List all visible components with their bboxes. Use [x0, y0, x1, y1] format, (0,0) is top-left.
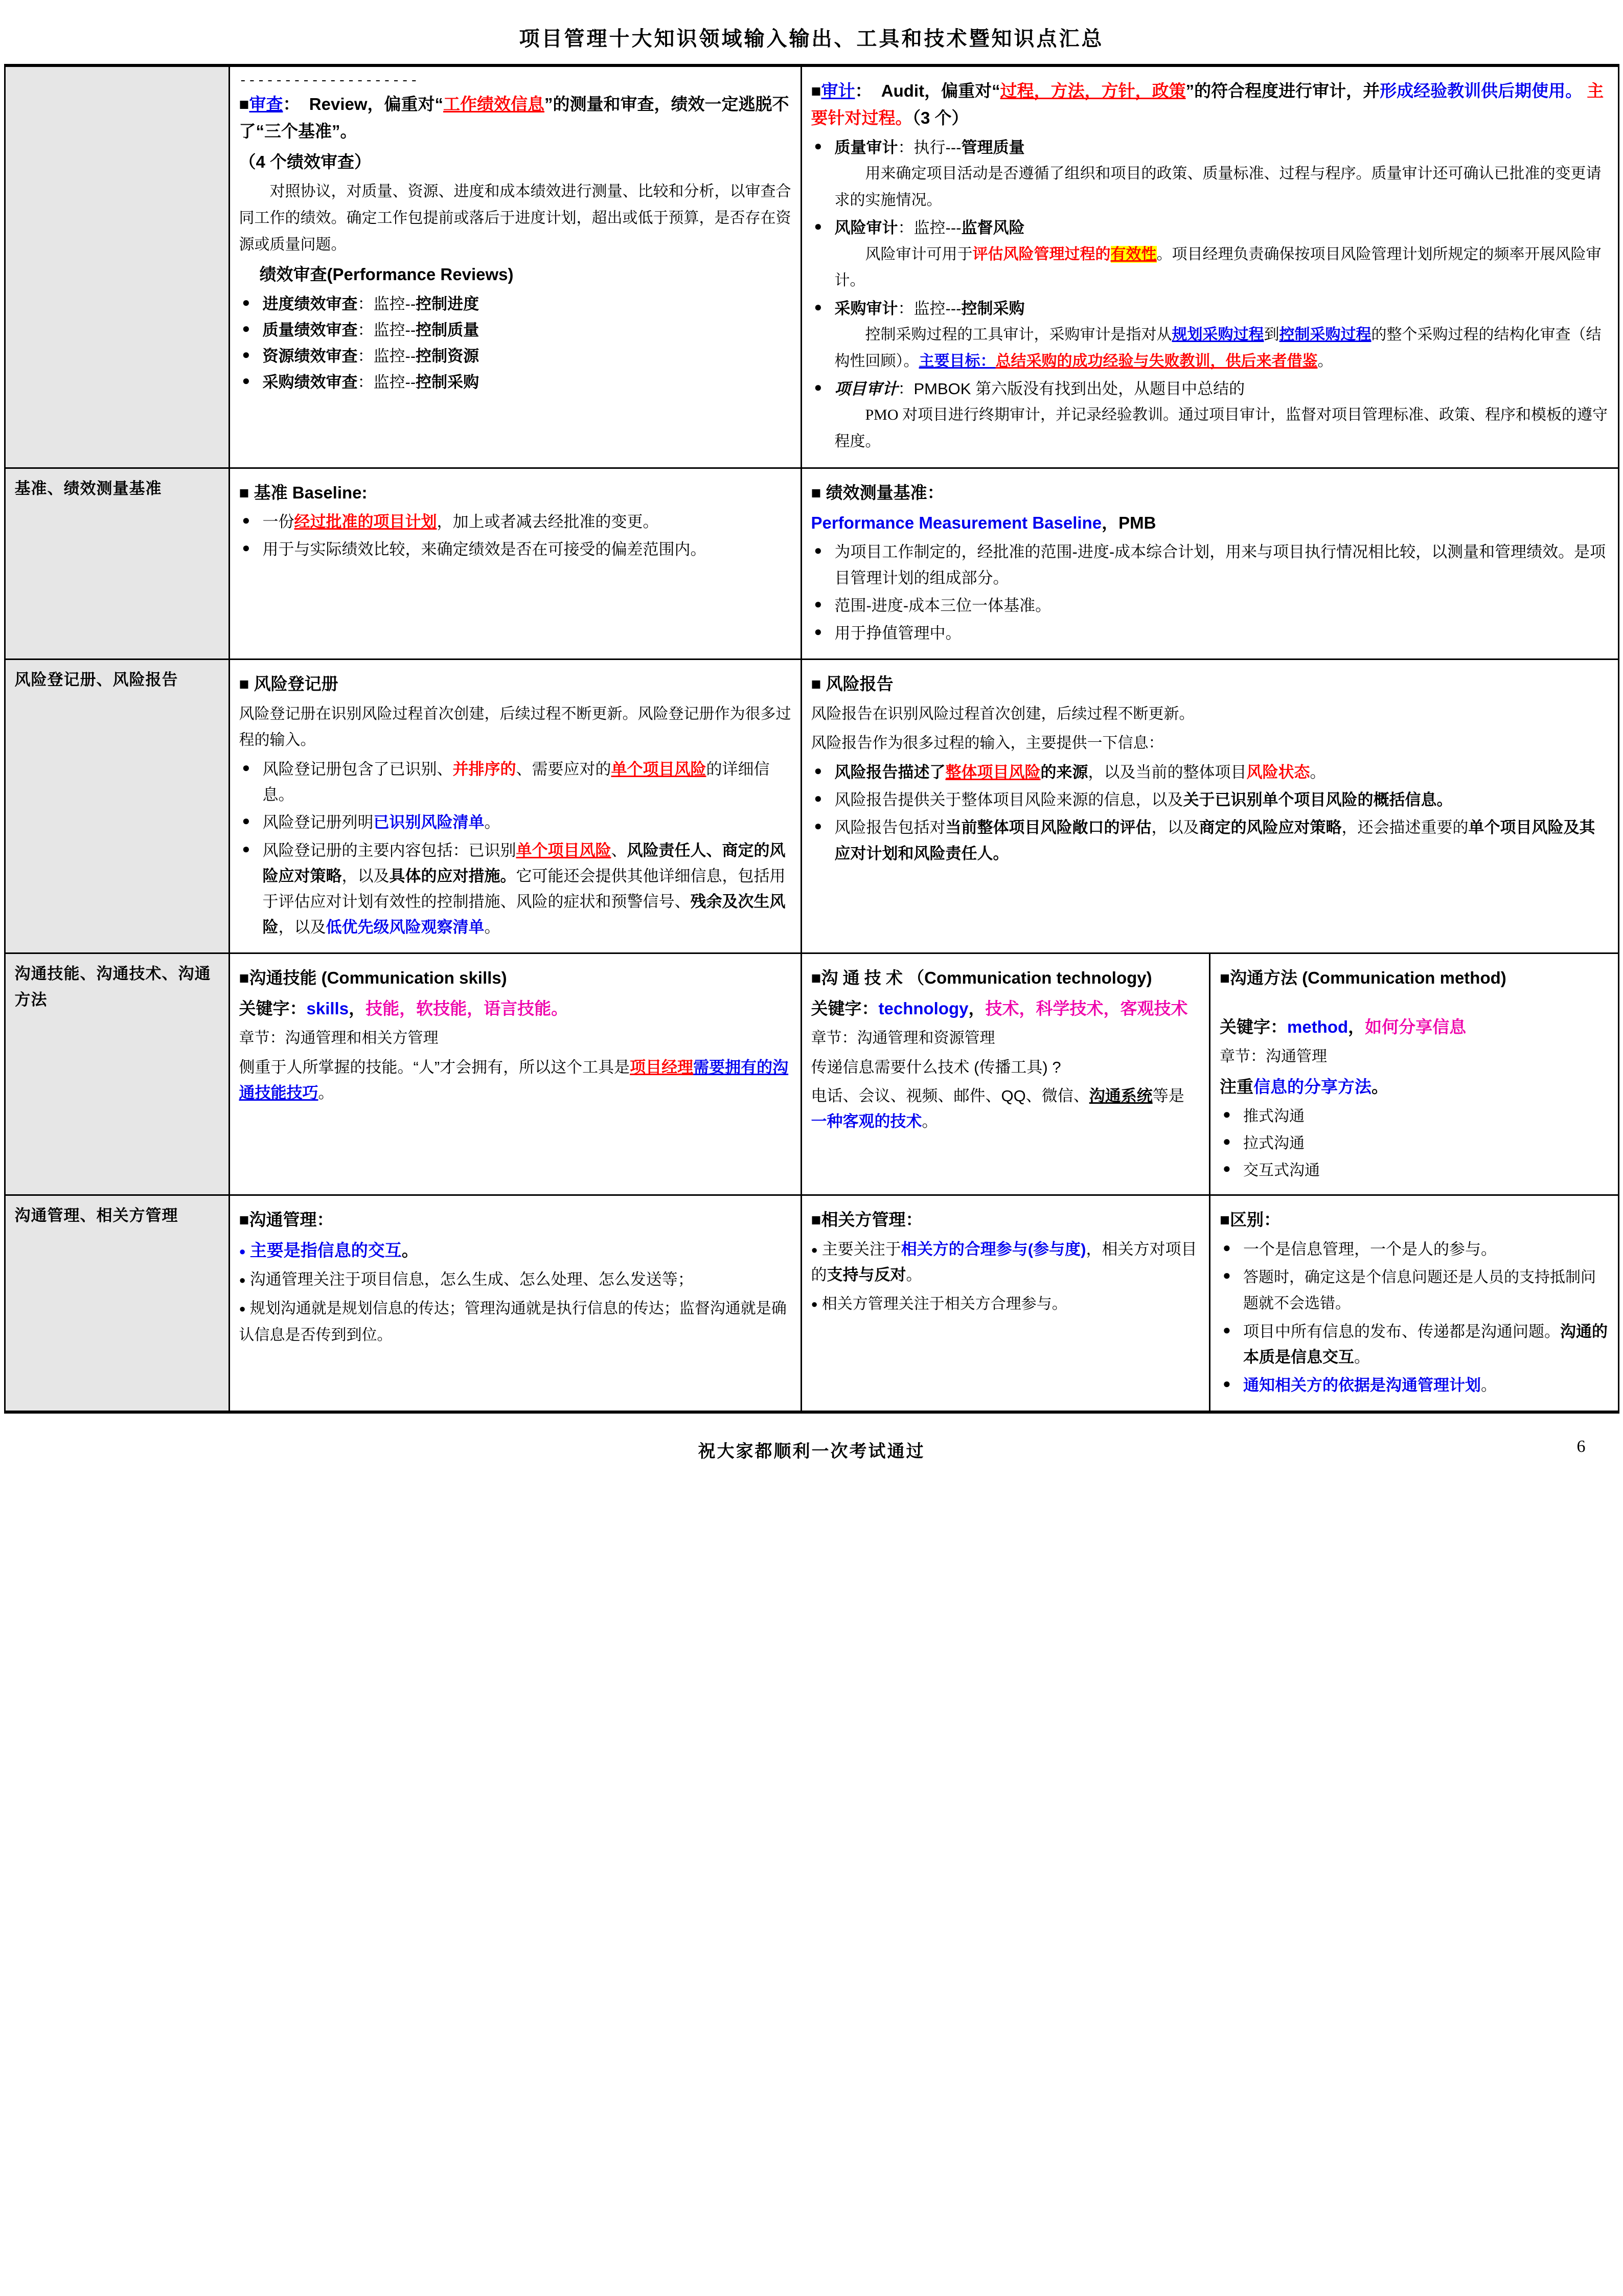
communication-skills-keywords: 关键字：skills，技能，软技能，语言技能。: [239, 998, 568, 1018]
communication-management-point-2: ● 沟通管理关注于项目信息，怎么生成、怎么处理、怎么发送等；: [239, 1267, 791, 1292]
list-item: ● 一份经过批准的项目计划，加上或者减去经批准的变更。: [239, 509, 791, 535]
cell-risk-report: [801, 660, 1618, 953]
list-item: ● 采购绩效审查：监控--控制采购: [239, 370, 791, 395]
spacer: [1220, 995, 1609, 1010]
table-row: [5, 65, 1618, 468]
list-item: ● 风险登记册的主要内容包括：已识别单个项目风险、风险责任人、商定的风险应对策略，以及具体的应对措施。它可能还会提供其他详细信息，包括用于评估应对计划有效性的控制措施、风险的症状和预警信号、残余及次生风险，以及低优先级风险观察清单。: [239, 838, 791, 941]
risk-audit-body: 风险审计可用于评估风险管理过程的有效性。项目经理负责确保按项目风险管理计划所规定的频率开展风险审计。: [834, 245, 1602, 289]
baseline-list: [239, 509, 791, 562]
pmb-title: ■ 绩效测量基准：: [811, 483, 944, 502]
communication-method-keywords: 关键字：method，如何分享信息: [1220, 1017, 1467, 1036]
risk-register-list: [239, 757, 791, 941]
communication-method-chapter: 章节：沟通管理: [1220, 1048, 1327, 1065]
square-marker-icon: ■: [239, 968, 249, 988]
list-item: ● 交互式沟通: [1220, 1157, 1609, 1184]
audit-type-list: [811, 135, 1609, 455]
list-item: ● 采购审计：监控---控制采购 控制采购过程的工具审计，采购审计是指对从规划采购过程到控制采购过程的整个采购过程的结构化审查（结构性回顾）。主要目标：总结采购的成功经验与失败教训，供后来者借鉴。: [811, 296, 1609, 374]
audit-title: ■审计： Audit，偏重对“过程，方法，方针，政策”的符合程度进行审计，并形成经验教训供后期使用。 主要针对过程。（3 个）: [811, 81, 1604, 128]
risk-report-list: [811, 760, 1609, 867]
performance-reviews-heading: 绩效审查(Performance Reviews): [259, 265, 514, 284]
list-item: ● 用于挣值管理中。: [811, 621, 1609, 646]
cell-pmb: [801, 468, 1618, 660]
risk-register-intro: 风险登记册在识别风险过程首次创建，后续过程不断更新。风险登记册作为很多过程的输入。: [239, 705, 791, 749]
cell-communication-skills: [229, 953, 801, 1195]
communication-management-point-1: ● 主要是指信息的交互。: [239, 1237, 791, 1264]
row-label-empty: [5, 65, 229, 468]
performance-review-list: [239, 291, 791, 396]
communication-skills-body: 侧重于人所掌握的技能。“人”才会拥有，所以这个工具是项目经理需要拥有的沟通技能技巧。: [239, 1058, 789, 1102]
square-marker-icon: ■: [239, 483, 249, 502]
cell-communication-management: [229, 1195, 801, 1412]
cell-communication-method: [1210, 953, 1619, 1195]
review-count-note: （4 个绩效审查）: [239, 152, 372, 171]
square-marker-icon: ■: [811, 674, 821, 694]
difference-list: [1220, 1237, 1609, 1398]
table-row: [5, 468, 1618, 660]
square-marker-icon: ■: [239, 1210, 249, 1230]
square-marker-icon: ■: [1220, 1210, 1230, 1230]
list-item: ● 项目审计：PMBOK 第六版没有找到出处，从题目中总结的 PMO 对项目进行终期审计，并记录经验教训。通过项目审计，监督对项目管理标准、政策、程序和模板的遵守程度。: [811, 376, 1609, 454]
communication-management-point-3: ● 规划沟通就是规划信息的传达；管理沟通就是执行信息的传达；监督沟通就是确认信息是否传到到位。: [239, 1295, 791, 1348]
page-number: 6: [1576, 1437, 1586, 1456]
communication-technology-question: 传递信息需要什么技术 (传播工具) ?: [811, 1058, 1061, 1076]
communication-method-title: ■沟通方法 (Communication method): [1220, 968, 1506, 988]
page-title: 项目管理十大知识领域输入输出、工具和技术暨知识点汇总: [519, 27, 1104, 50]
list-item: ● 答题时，确定这是个信息问题还是人员的支持抵制问题就不会选错。: [1220, 1264, 1609, 1317]
review-title: ■审查： Review，偏重对“工作绩效信息”的测量和审查，绩效一定逃脱不了“三个基准”。: [239, 95, 789, 141]
list-item: ● 拉式沟通: [1220, 1130, 1609, 1157]
communication-skills-title: ■沟通技能 (Communication skills): [239, 968, 507, 988]
list-item: ● 风险报告描述了整体项目风险的来源，以及当前的整体项目风险状态。: [811, 760, 1609, 785]
row-label-communication-management: 沟通管理、相关方管理: [5, 1195, 229, 1412]
footer-message: 祝大家都顺利一次考试通过: [698, 1442, 925, 1461]
table-row: [5, 953, 1618, 1195]
square-marker-icon: ■: [1220, 968, 1230, 988]
square-marker-icon: ■: [811, 1210, 821, 1230]
pmb-list: [811, 539, 1609, 646]
communication-method-list: [1220, 1103, 1609, 1184]
list-item: ● 一个是信息管理，一个是人的参与。: [1220, 1237, 1609, 1262]
communication-technology-title: ■沟 通 技 术 （Communication technology): [811, 968, 1152, 988]
row-label-communication-tools: 沟通技能、沟通技术、沟通方法: [5, 953, 229, 1195]
risk-report-intro-2: 风险报告作为很多过程的输入，主要提供一下信息：: [811, 735, 1164, 752]
communication-technology-body: 电话、会议、视频、邮件、QQ、微信、沟通系统等是一种客观的技术。: [811, 1087, 1184, 1131]
risk-report-title: ■ 风险报告: [811, 674, 894, 694]
highlighted-term: 有效性: [1110, 245, 1157, 263]
stakeholder-management-point-1: ● 主要关注于相关方的合理参与(参与度)，相关方对项目的支持与反对。: [811, 1237, 1200, 1288]
square-marker-icon: ■: [811, 968, 821, 988]
list-item: ● 进度绩效审查：监控--控制进度: [239, 291, 791, 317]
cell-communication-technology: [801, 953, 1210, 1195]
stakeholder-management-title: ■相关方管理：: [811, 1210, 923, 1230]
list-item: ● 项目中所有信息的发布、传递都是沟通问题。沟通的本质是信息交互。: [1220, 1319, 1609, 1370]
page-footer: [35, 1414, 1589, 1462]
list-item: ● 风险报告包括对当前整体项目风险敞口的评估，以及商定的风险应对策略，还会描述重要的单个项目风险及其应对计划和风险责任人。: [811, 815, 1609, 866]
project-audit-body: PMO 对项目进行终期审计，并记录经验教训。通过项目审计，监督对项目管理标准、政策、程序和模板的遵守程度。: [834, 406, 1608, 450]
list-item: ● 范围-进度-成本三位一体基准。: [811, 593, 1609, 619]
list-item: ● 质量绩效审查：监控--控制质量: [239, 317, 791, 343]
table-row: [5, 660, 1618, 953]
baseline-title: ■ 基准 Baseline:: [239, 483, 368, 502]
list-item: ● 推式沟通: [1220, 1103, 1609, 1130]
cell-difference: [1210, 1195, 1619, 1412]
row-label-risk: 风险登记册、风险报告: [5, 660, 229, 953]
cell-review: [229, 65, 801, 468]
cell-audit: [801, 65, 1618, 468]
list-item: ● 为项目工作制定的，经批准的范围-进度-成本综合计划，用来与项目执行情况相比较，以测量和管理绩效。是项目管理计划的组成部分。: [811, 539, 1609, 590]
communication-skills-chapter: 章节：沟通管理和相关方管理: [239, 1030, 439, 1047]
cell-stakeholder-management: [801, 1195, 1210, 1412]
cell-risk-register: [229, 660, 801, 953]
table-row: [5, 1195, 1618, 1412]
list-item: ● 质量审计：执行---管理质量 用来确定项目活动是否遵循了组织和项目的政策、质量标准、过程与程序。质量审计还可确认已批准的变更请求的实施情况。: [811, 135, 1609, 213]
communication-technology-keywords: 关键字：technology，技术，科学技术，客观技术: [811, 998, 1188, 1018]
quality-audit-body: 用来确定项目活动是否遵循了组织和项目的政策、质量标准、过程与程序。质量审计还可确认已批准的变更请求的实施情况。: [834, 165, 1602, 209]
pmb-english-title: Performance Measurement Baseline，PMB: [811, 513, 1156, 532]
procurement-audit-body: 控制采购过程的工具审计，采购审计是指对从规划采购过程到控制采购过程的整个采购过程的结构化审查（结构性回顾）。主要目标：总结采购的成功经验与失败教训，供后来者借鉴。: [834, 326, 1602, 370]
list-item: ● 风险审计：监控---监督风险 风险审计可用于评估风险管理过程的有效性。项目经理负责确保按项目风险管理计划所规定的频率开展风险审计。: [811, 215, 1609, 293]
list-item: ● 资源绩效审查：监控--控制资源: [239, 344, 791, 369]
difference-title: ■区别：: [1220, 1210, 1281, 1230]
risk-register-title: ■ 风险登记册: [239, 674, 338, 694]
row-label-baseline: 基准、绩效测量基准: [5, 468, 229, 660]
square-marker-icon: ■: [239, 674, 249, 694]
list-item: ● 通知相关方的依据是沟通管理计划。: [1220, 1373, 1609, 1398]
dashed-separator: --------------------: [239, 73, 419, 88]
communication-management-title: ■沟通管理：: [239, 1210, 334, 1230]
list-item: ● 风险报告提供关于整体项目风险来源的信息，以及关于已识别单个项目风险的概括信息。: [811, 787, 1609, 813]
square-marker-icon: ■: [239, 95, 249, 113]
communication-technology-chapter: 章节：沟通管理和资源管理: [811, 1030, 995, 1047]
knowledge-summary-table: [4, 64, 1619, 1414]
review-paragraph: 对照协议，对质量、资源、进度和成本绩效进行测量、比较和分析，以审查合同工作的绩效。确定工作包提前或落后于进度计划，超出或低于预算，是否存在资源或质量问题。: [239, 183, 791, 253]
list-item: ● 用于与实际绩效比较，来确定绩效是否在可接受的偏差范围内。: [239, 537, 791, 562]
cell-baseline: [229, 468, 801, 660]
risk-report-intro-1: 风险报告在识别风险过程首次创建，后续过程不断更新。: [811, 705, 1195, 722]
square-marker-icon: ■: [811, 81, 821, 100]
list-item: ● 风险登记册包含了已识别、并排序的、需要应对的单个项目风险的详细信息。: [239, 757, 791, 808]
stakeholder-management-point-2: ● 相关方管理关注于相关方合理参与。: [811, 1291, 1200, 1317]
list-item: ● 风险登记册列明已识别风险清单。: [239, 810, 791, 835]
square-marker-icon: ■: [811, 483, 821, 502]
communication-method-focus: 注重信息的分享方法。: [1220, 1077, 1388, 1096]
